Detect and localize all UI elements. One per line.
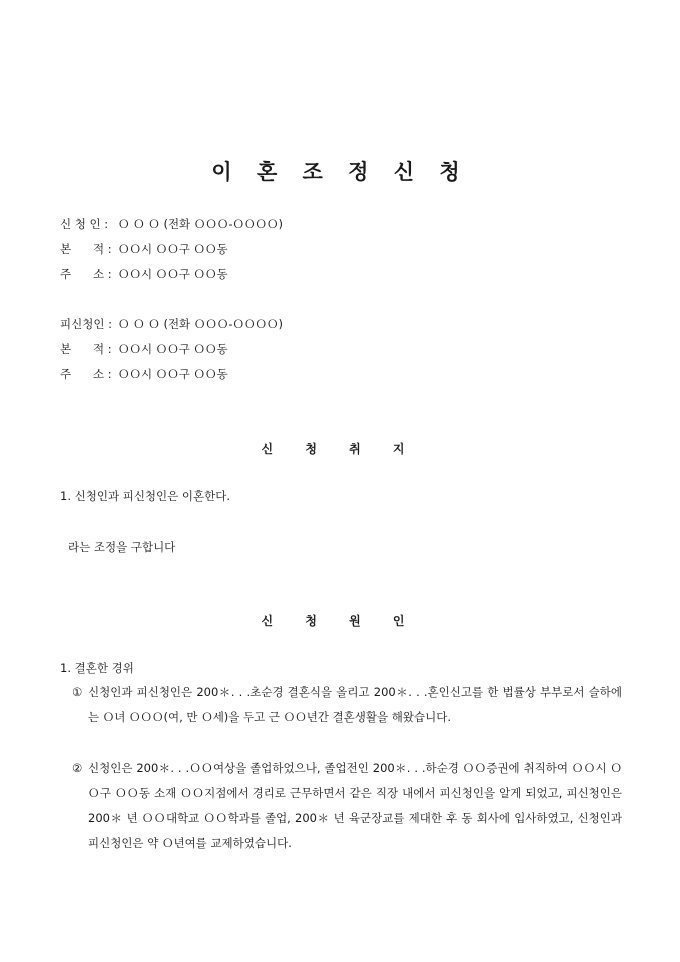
document-title: 이 혼 조 정 신 청 [211,159,469,184]
cause-heading: 신 청 원 인 [261,614,419,628]
cause-paragraph-1-text: 신청인과 피신청인은 200＊. . .초순경 결혼식을 올리고 200＊. . .혼인신고를 한 법률상 부부로서 슬하에는 Ｏ녀 ＯＯＯ(여, 만 Ｏ세)을 두고 근 ＯＯ년간 결혼생활을 해왔습니다. [88,685,622,724]
circled-one-marker: ① [72,685,83,699]
respondent-name-row [60,316,283,332]
respondent-address-row [60,366,228,382]
cause-paragraph-2 [72,756,622,856]
applicant-domicile-label: 본 적 : [60,242,112,256]
applicant-domicile-value: ＯＯ시 ＯＯ구 ＯＯ동 [118,242,228,256]
respondent-address-value: ＯＯ시 ＯＯ구 ＯＯ동 [118,367,228,381]
respondent-address-label: 주 소 : [60,367,112,381]
respondent-domicile-label: 본 적 : [60,342,112,356]
cause-paragraph-1 [72,680,622,730]
applicant-address-row [60,266,228,282]
respondent-domicile-value: ＯＯ시 ＯＯ구 ＯＯ동 [118,342,228,356]
applicant-address-value: ＯＯ시 ＯＯ구 ＯＯ동 [118,267,228,281]
circled-two-marker: ② [72,761,83,775]
applicant-domicile-row [60,241,228,257]
applicant-address-label: 주 소 : [60,267,112,281]
cause-item-1-title: 1. 결혼한 경위 [60,661,134,675]
purpose-heading: 신 청 취 지 [261,442,419,456]
cause-paragraph-2-text: 신청인은 200＊. . .ＯＯ여상을 졸업하었으나, 졸업전인 200＊. . .하순경 ＯＯ증권에 취직하여 ＯＯ시 ＯＯ구 ＯＯ동 소재 ＯＯ지점에서 경리로 근무하면서 같은 직장 내에서 피신청인을 알게 되었고, 피신청인은 200＊ 년 ＯＯ대학교 ＯＯ학과를 졸업, 200＊ 년 육군장교를 제대한 후 동 회사에 입사하였고, 신청인과 피신청인은 약 Ｏ년여를 교제하였습니다. [88,761,622,850]
applicant-name-label: 신 청 인 : [60,217,109,231]
applicant-name-value: Ｏ Ｏ Ｏ (전화 ＯＯＯ-ＯＯＯＯ) [118,217,283,231]
purpose-request: 라는 조정을 구합니다 [68,540,176,554]
purpose-item-1: 1. 신청인과 피신청인은 이혼한다. [60,489,231,503]
respondent-domicile-row [60,341,228,357]
respondent-name-label: 피신청인 : [60,317,112,331]
applicant-name-row [60,216,283,232]
respondent-name-value: Ｏ Ｏ Ｏ (전화 ＯＯＯ-ＯＯＯＯ) [118,317,283,331]
